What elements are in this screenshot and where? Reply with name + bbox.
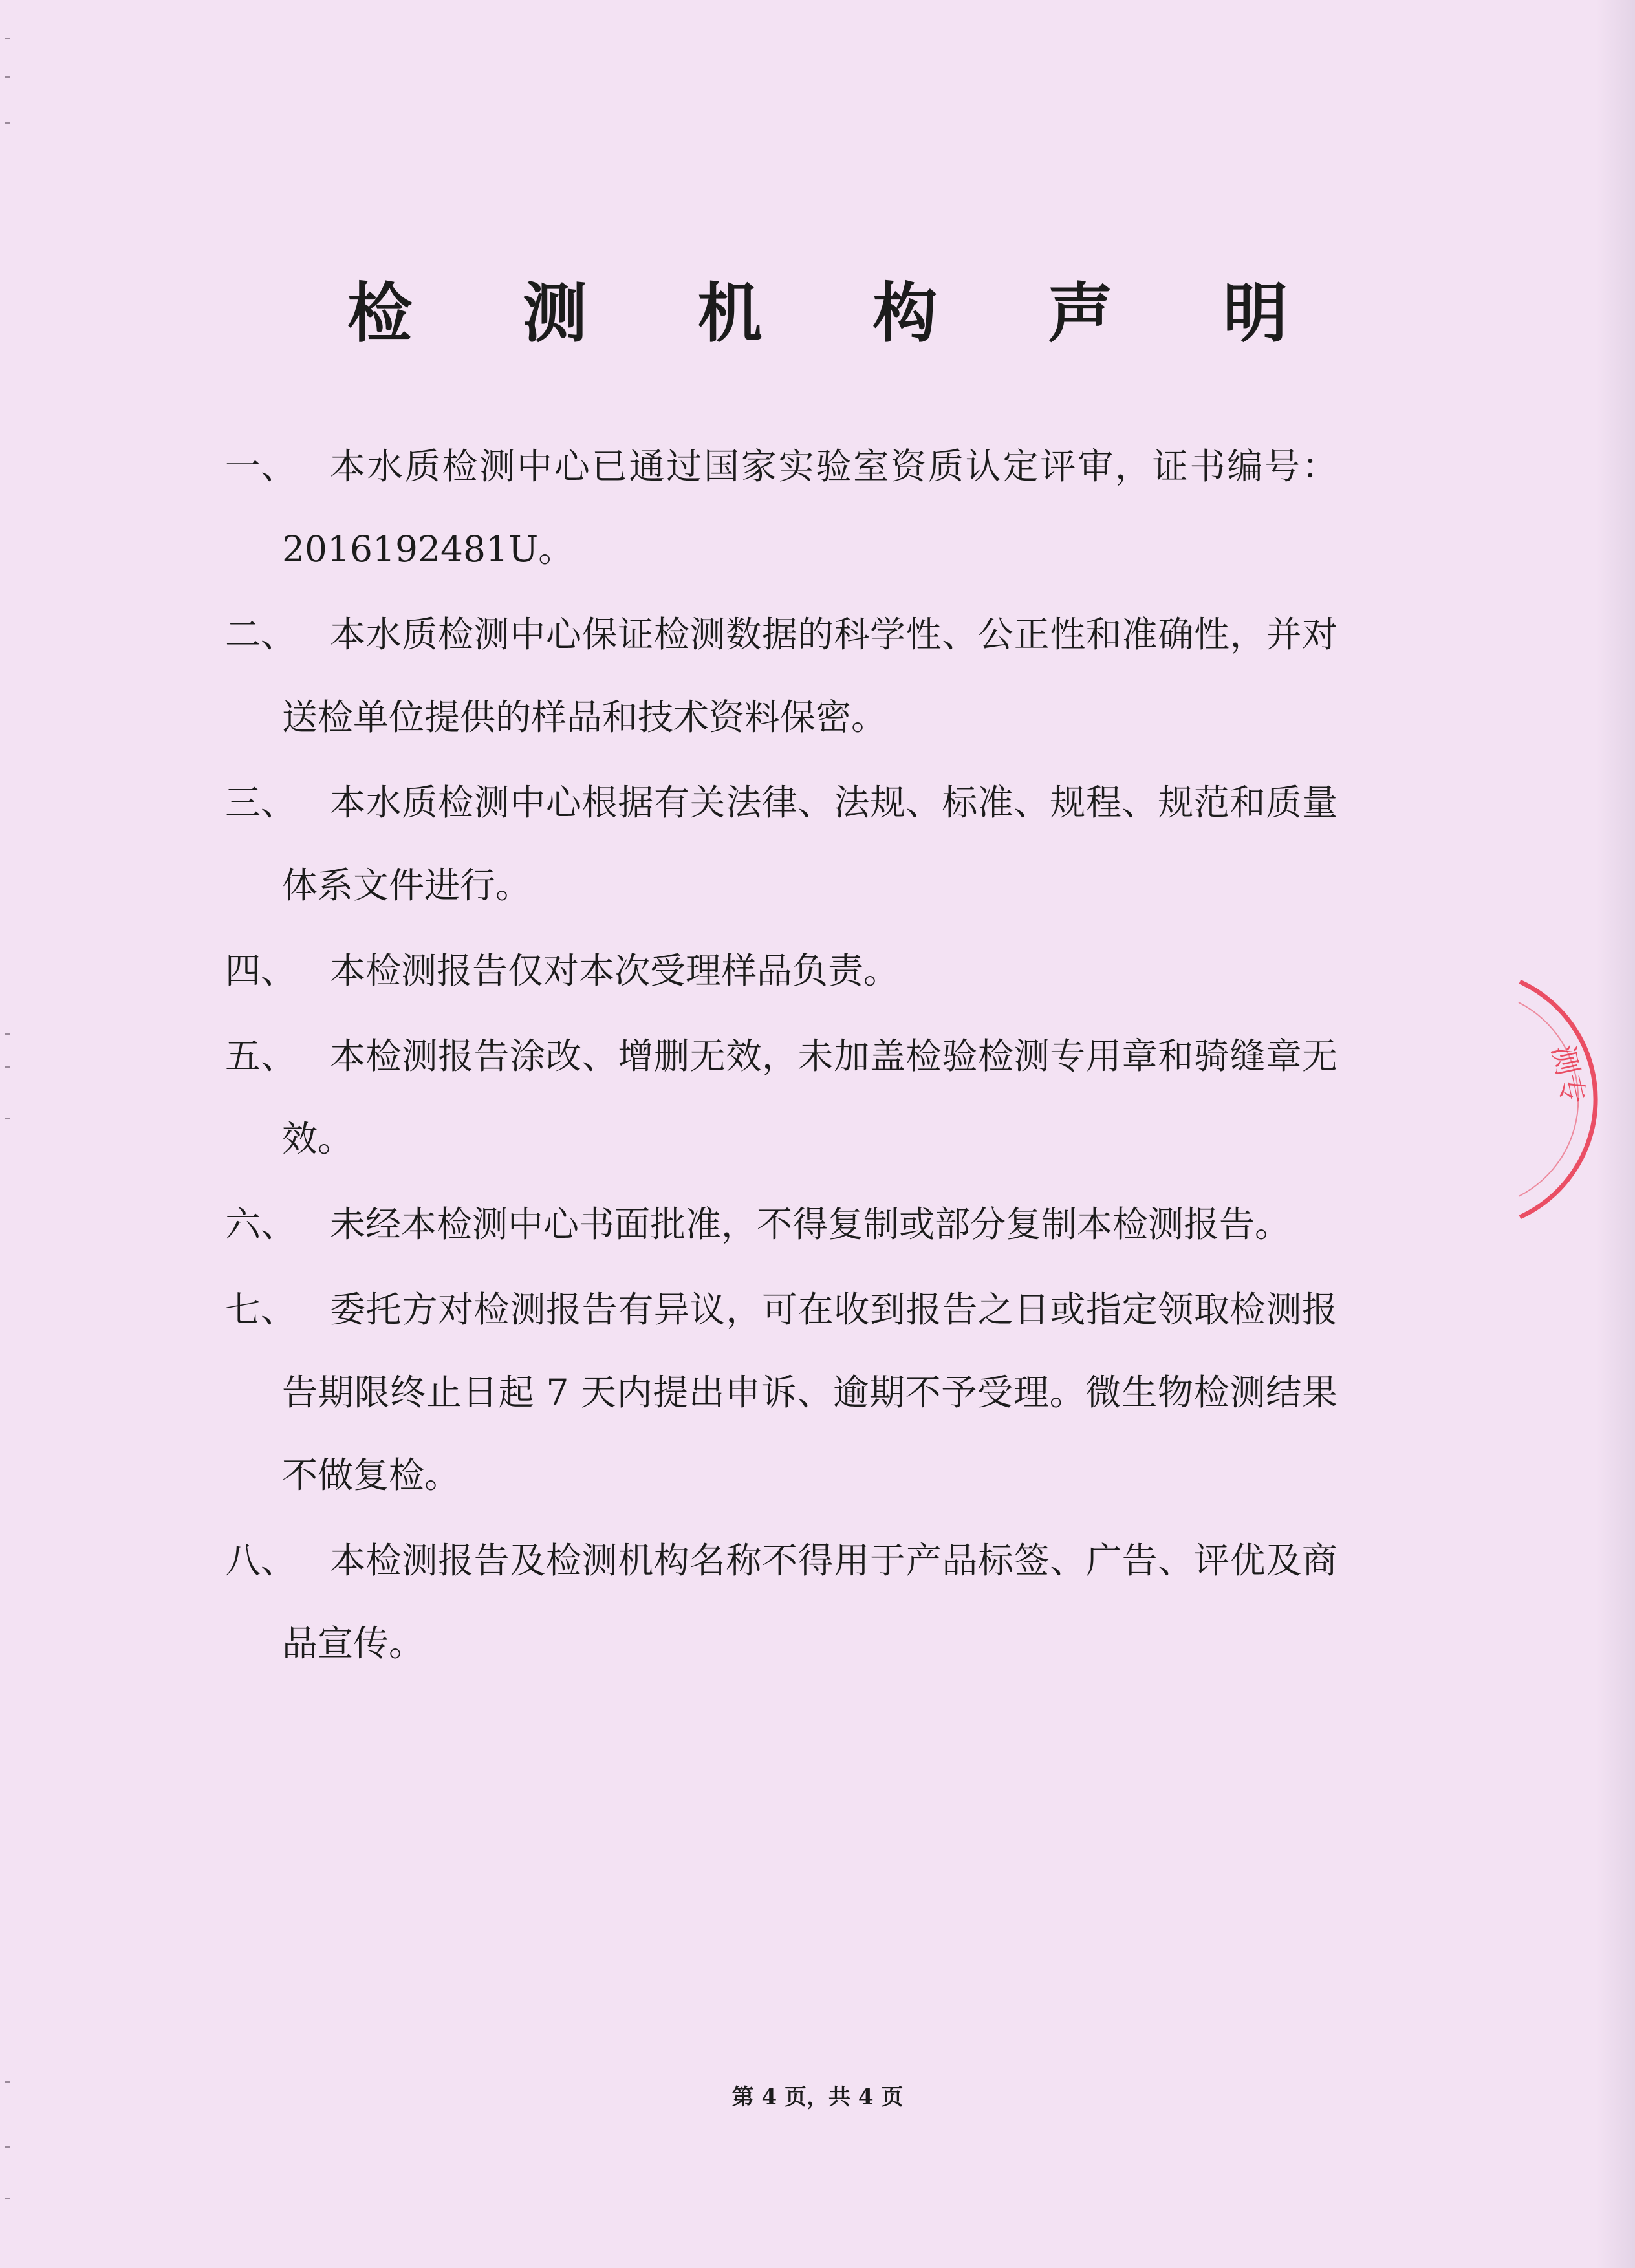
official-seal-fragment xyxy=(1507,977,1630,1222)
clause-number: 一、 xyxy=(225,446,297,487)
clause-number: 八、 xyxy=(225,1540,297,1581)
clause-6 xyxy=(225,1183,1337,1266)
binding-mark xyxy=(5,76,10,78)
clause-text: 本水质检测中心已通过国家实验室资质认定评审，证书编号：2016192481U。 xyxy=(282,446,1337,570)
binding-mark xyxy=(5,1118,10,1119)
binding-mark xyxy=(5,122,10,124)
page-footer: 第 4 页，共 4 页 xyxy=(731,2084,904,2110)
binding-mark xyxy=(5,1033,10,1035)
clause-5 xyxy=(225,1015,1337,1180)
clause-number: 七、 xyxy=(225,1289,297,1330)
clause-text: 未经本检测中心书面批准，不得复制或部分复制本检测报告。 xyxy=(330,1204,1291,1245)
clause-7 xyxy=(225,1268,1337,1517)
clause-number: 三、 xyxy=(225,782,297,823)
clause-3 xyxy=(225,761,1337,927)
binding-mark xyxy=(5,2146,10,2148)
clause-number: 六、 xyxy=(225,1204,297,1245)
binding-mark xyxy=(5,2198,10,2199)
clause-text: 本检测报告及检测机构名称不得用于产品标签、广告、评优及商品宣传。 xyxy=(282,1540,1337,1664)
clause-list xyxy=(225,425,1337,1687)
document-title: 检 测 机 构 声 明 xyxy=(347,275,1332,351)
seal-text: 测专 xyxy=(1545,1042,1592,1108)
clause-text: 本检测报告仅对本次受理样品负责。 xyxy=(330,950,900,991)
clause-1 xyxy=(225,425,1337,590)
clause-text: 本水质检测中心根据有关法律、法规、标准、规程、规范和质量体系文件进行。 xyxy=(282,782,1337,906)
clause-number: 二、 xyxy=(225,614,297,655)
clause-8 xyxy=(225,1519,1337,1685)
binding-mark xyxy=(5,38,10,39)
clause-text: 委托方对检测报告有异议，可在收到报告之日或指定领取检测报告期限终止日起 7 天内提出申诉、逾期不予受理。微生物检测结果不做复检。 xyxy=(282,1289,1337,1496)
clause-2 xyxy=(225,593,1337,759)
clause-text: 本检测报告涂改、增删无效，未加盖检验检测专用章和骑缝章无效。 xyxy=(282,1035,1337,1160)
binding-mark xyxy=(5,1066,10,1068)
clause-text: 本水质检测中心保证检测数据的科学性、公正性和准确性，并对送检单位提供的样品和技术资料保密。 xyxy=(282,614,1337,738)
clause-number: 四、 xyxy=(225,950,297,991)
clause-4 xyxy=(225,929,1337,1012)
clause-number: 五、 xyxy=(225,1035,297,1077)
